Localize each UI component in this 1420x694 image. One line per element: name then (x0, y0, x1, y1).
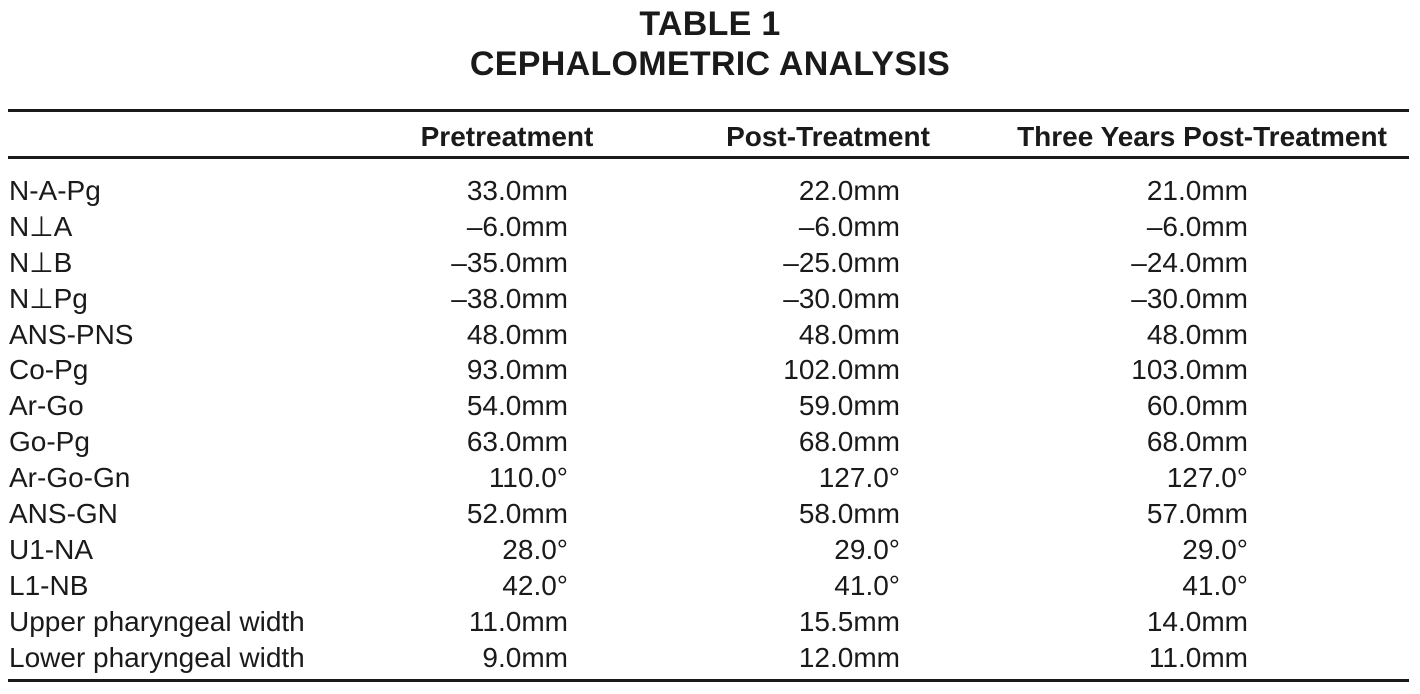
row-label: L1-NB (9, 569, 89, 601)
table-body (0, 173, 1420, 675)
pretreatment-value: 110.0° (488, 462, 568, 494)
column-header-three-years-post-treatment: Three Years Post-Treatment (1017, 121, 1387, 152)
row-label: Lower pharyngeal width (9, 641, 305, 673)
table-row (0, 604, 1420, 640)
post-treatment-value: 127.0° (818, 462, 900, 494)
table-number: TABLE 1 (639, 5, 781, 43)
row-label: Ar-Go (9, 390, 84, 422)
three-years-value: 127.0° (1166, 462, 1248, 494)
pretreatment-value: 42.0° (502, 569, 568, 601)
three-years-value: –30.0mm (1131, 282, 1248, 314)
row-label: N⊥Pg (9, 282, 88, 314)
row-label: ANS-GN (9, 498, 118, 530)
table-row (0, 352, 1420, 388)
post-treatment-value: 29.0° (834, 533, 900, 565)
pretreatment-value: 63.0mm (466, 426, 568, 458)
column-header-pretreatment: Pretreatment (420, 121, 594, 152)
table-row (0, 496, 1420, 532)
three-years-value: –6.0mm (1146, 210, 1248, 242)
bottom-rule (8, 679, 1409, 682)
pretreatment-value: 11.0mm (468, 605, 568, 637)
table-row (0, 532, 1420, 568)
three-years-value: 68.0mm (1146, 426, 1248, 458)
table-row (0, 209, 1420, 245)
row-label: Upper pharyngeal width (9, 605, 305, 637)
pretreatment-value: 9.0mm (482, 641, 568, 673)
table-caption: CEPHALOMETRIC ANALYSIS (469, 45, 951, 83)
post-treatment-value: 15.5mm (798, 605, 900, 637)
row-label: ANS-PNS (9, 318, 134, 350)
table-row (0, 640, 1420, 676)
row-label: Ar-Go-Gn (9, 462, 131, 494)
three-years-value: 29.0° (1182, 533, 1248, 565)
post-treatment-value: –30.0mm (783, 282, 900, 314)
pretreatment-value: 33.0mm (466, 175, 568, 206)
post-treatment-value: 59.0mm (798, 390, 900, 422)
three-years-value: 14.0mm (1146, 605, 1248, 637)
table-row (0, 460, 1420, 496)
pretreatment-value: –6.0mm (466, 210, 568, 242)
pretreatment-value: 52.0mm (466, 498, 568, 530)
table-row (0, 388, 1420, 424)
row-label: U1-NA (9, 533, 94, 565)
three-years-value: 103.0mm (1131, 354, 1248, 386)
post-treatment-value: 41.0° (834, 569, 900, 601)
table-row (0, 424, 1420, 460)
three-years-value: 41.0° (1182, 569, 1248, 601)
post-treatment-value: 12.0mm (798, 641, 900, 673)
pretreatment-value: –38.0mm (451, 282, 568, 314)
table-title (0, 4, 1420, 84)
post-treatment-value: 68.0mm (798, 426, 900, 458)
three-years-value: 57.0mm (1146, 498, 1248, 530)
post-treatment-value: 102.0mm (783, 354, 900, 386)
three-years-value: –24.0mm (1131, 246, 1248, 278)
post-treatment-value: –6.0mm (798, 210, 900, 242)
post-treatment-value: 48.0mm (798, 318, 900, 350)
pretreatment-value: 48.0mm (466, 318, 568, 350)
row-label: N⊥A (9, 210, 73, 242)
post-treatment-value: –25.0mm (783, 246, 900, 278)
table-row (0, 245, 1420, 281)
table-row (0, 281, 1420, 317)
three-years-value: 11.0mm (1148, 641, 1248, 673)
row-label: Go-Pg (9, 426, 90, 458)
table-row (0, 568, 1420, 604)
pretreatment-value: 28.0° (502, 533, 568, 565)
row-label: Co-Pg (9, 354, 89, 386)
pretreatment-value: 93.0mm (466, 354, 568, 386)
pretreatment-value: –35.0mm (451, 246, 568, 278)
header-rule (8, 156, 1409, 159)
table-row (0, 317, 1420, 353)
row-label: N⊥B (9, 246, 73, 278)
top-rule (8, 109, 1409, 112)
pretreatment-value: 54.0mm (466, 390, 568, 422)
table-row (0, 173, 1420, 209)
three-years-value: 60.0mm (1146, 390, 1248, 422)
post-treatment-value: 22.0mm (798, 175, 900, 206)
three-years-value: 21.0mm (1146, 175, 1248, 206)
three-years-value: 48.0mm (1146, 318, 1248, 350)
post-treatment-value: 58.0mm (798, 498, 900, 530)
row-label: N-A-Pg (9, 175, 101, 206)
column-header-post-treatment: Post-Treatment (726, 121, 930, 152)
